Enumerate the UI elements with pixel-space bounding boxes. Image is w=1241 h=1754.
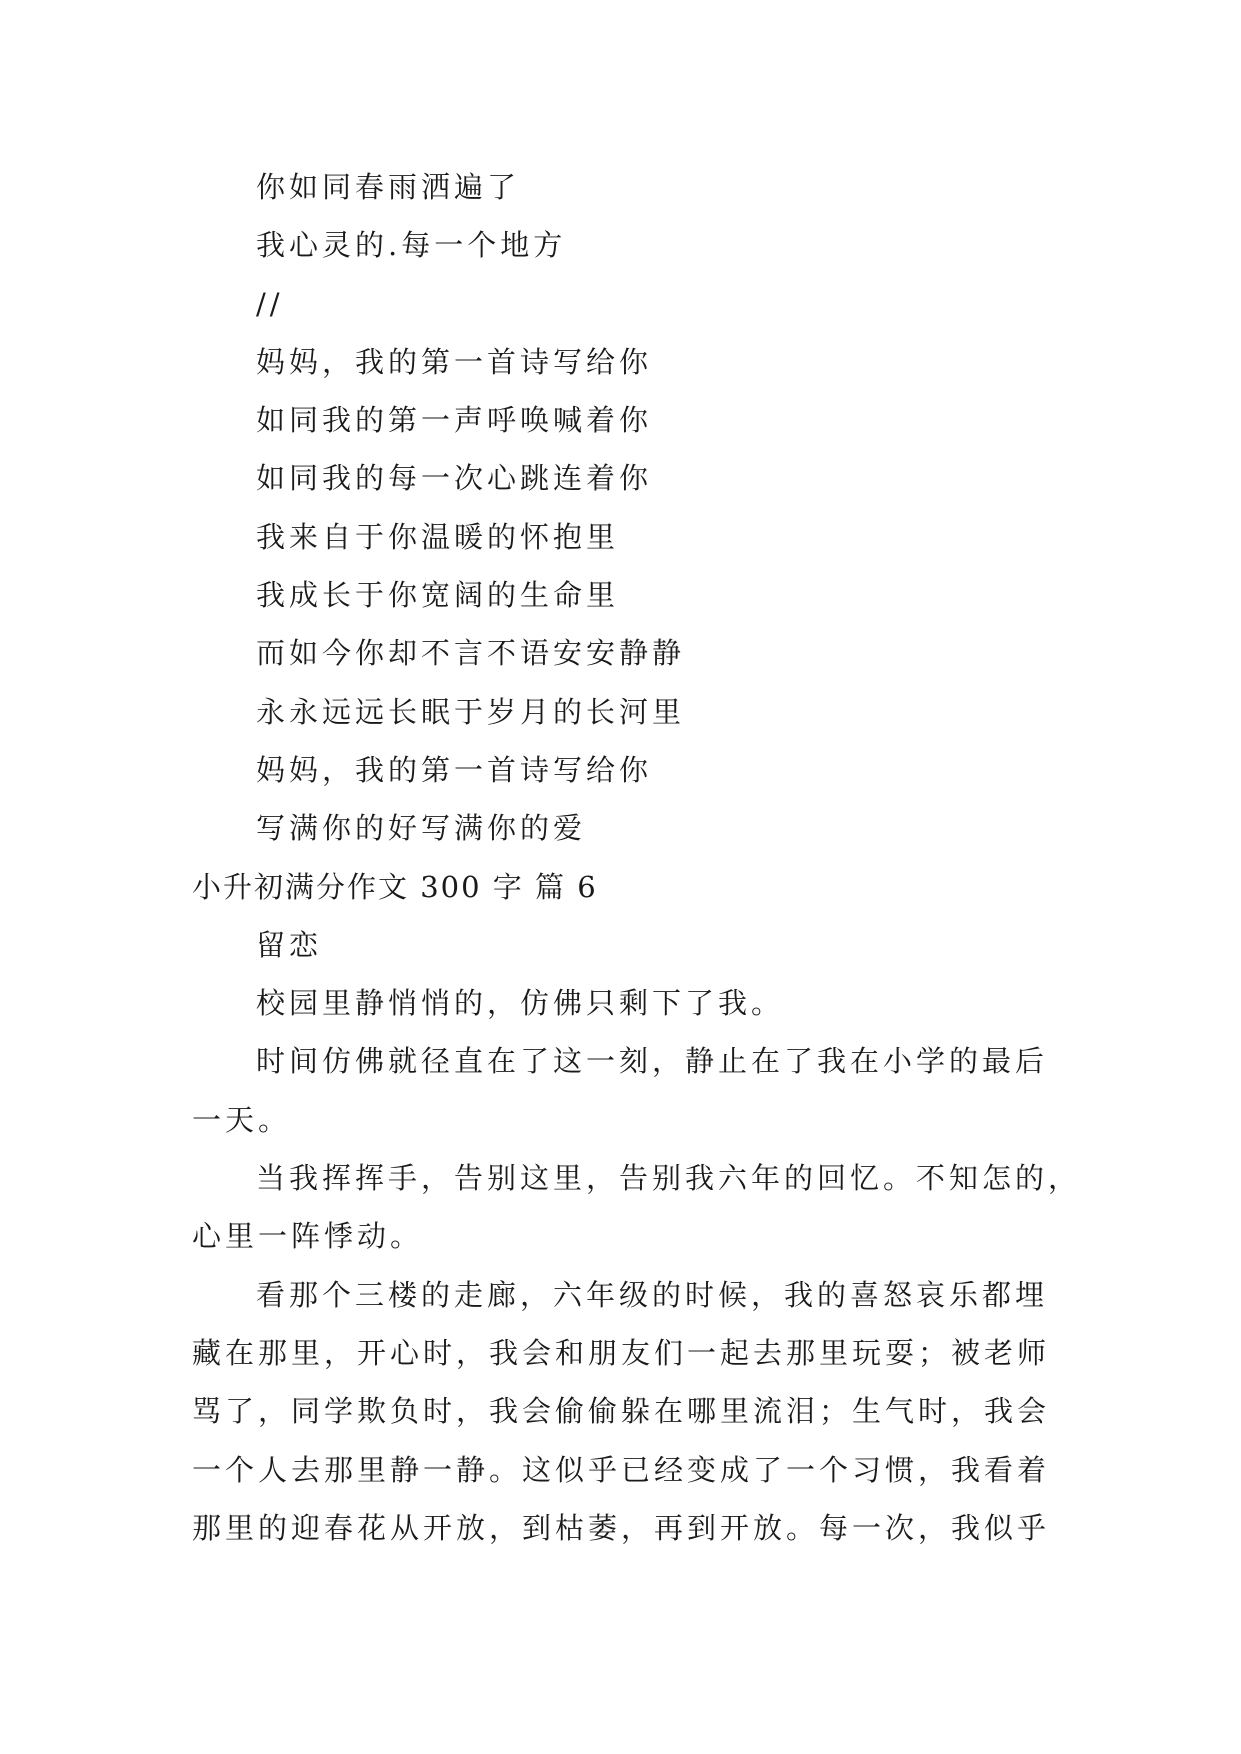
paragraph <box>192 974 1062 1032</box>
poem-line: 妈妈，我的第一首诗写给你 <box>256 752 653 787</box>
poem-line: 我成长于你宽阔的生命里 <box>256 578 620 613</box>
essay-title: 留恋 <box>256 927 323 962</box>
paragraph-line: 当我挥挥手，告别这里，告别我六年的回忆。不知怎的， <box>256 1161 1082 1196</box>
section-heading: 小升初满分作文 300 字 篇 6 <box>192 869 598 904</box>
paragraph <box>192 1032 1062 1149</box>
paragraph-line: 时间仿佛就径直在了这一刻，静止在了我在小学的最后 <box>256 1044 1049 1079</box>
paragraph-line: 看那个三楼的走廊，六年级的时候，我的喜怒哀乐都埋 <box>256 1277 1049 1312</box>
poem-line: 我来自于你温暖的怀抱里 <box>256 519 620 554</box>
document-body <box>192 158 1082 1557</box>
paragraph-line: 一天。 <box>192 1102 292 1137</box>
poem-line: 你如同春雨洒遍了 <box>256 170 521 204</box>
paragraph <box>192 1149 1082 1266</box>
poem-line: 写满你的好写满你的爱 <box>256 811 587 846</box>
paragraph-line: 藏在那里，开心时，我会和朋友们一起去那里玩耍；被老师 <box>192 1335 1051 1370</box>
poem-line: 我心灵的.每一个地方 <box>256 228 567 263</box>
poem-line: 而如今你却不言不语安安静静 <box>256 636 686 671</box>
paragraph-line: 心里一阵悸动。 <box>192 1219 424 1254</box>
paragraph <box>192 1266 1062 1557</box>
poem-line: 永永远远长眠于岁月的长河里 <box>256 694 686 729</box>
paragraph-line: 那里的迎春花从开放，到枯萎，再到开放。每一次，我似乎 <box>192 1510 1051 1545</box>
poem-line: 如同我的第一声呼唤喊着你 <box>256 403 653 438</box>
poem-line: 如同我的每一次心跳连着你 <box>256 461 653 496</box>
paragraph-line: 骂了，同学欺负时，我会偷偷躲在哪里流泪；生气时，我会 <box>192 1394 1051 1429</box>
poem-line: 妈妈，我的第一首诗写给你 <box>256 344 653 379</box>
paragraph-line: 校园里静悄悄的，仿佛只剩下了我。 <box>256 986 785 1021</box>
poem-line: // <box>256 286 284 321</box>
paragraph-line: 一个人去那里静一静。这似乎已经变成了一个习惯，我看着 <box>192 1452 1051 1487</box>
